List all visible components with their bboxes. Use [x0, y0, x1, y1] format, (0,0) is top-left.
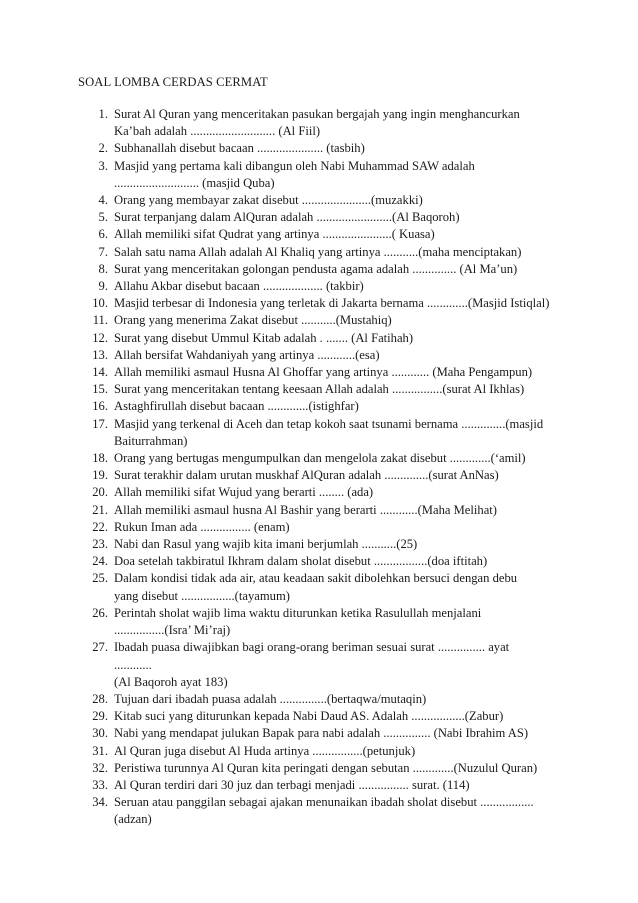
question-line: Masjid terbesar di Indonesia yang terletak di Jakarta bernama .............(Masjid Istiqlal)	[114, 296, 550, 311]
question-text	[114, 725, 600, 742]
question-text	[114, 691, 600, 708]
question-text	[114, 536, 600, 553]
question-item	[80, 381, 600, 398]
question-number: 6.	[98, 227, 108, 242]
question-line: Allah bersifat Wahdaniyah yang artinya ............(esa)	[114, 347, 380, 362]
question-number: 29.	[92, 709, 108, 724]
question-item	[80, 639, 600, 691]
question-line: Orang yang membayar zakat disebut ......................(muzakki)	[114, 193, 423, 208]
question-item	[80, 278, 600, 295]
question-line: Masjid yang terkenal di Aceh dan tetap kokoh saat tsunami bernama ..............(masjid	[114, 416, 544, 431]
question-text	[114, 553, 600, 570]
question-line: Peristiwa turunnya Al Quran kita peringati dengan sebutan .............(Nuzulul Quran)	[114, 760, 538, 775]
question-number: 12.	[92, 330, 108, 345]
question-text	[114, 639, 600, 691]
question-text	[114, 760, 600, 777]
question-item	[80, 760, 600, 777]
question-item	[80, 295, 600, 312]
question-item	[80, 416, 600, 450]
question-item	[80, 450, 600, 467]
question-text	[114, 278, 600, 295]
question-text	[114, 502, 600, 519]
question-number: 27.	[92, 640, 108, 655]
question-line: (adzan)	[114, 812, 152, 827]
question-number: 25.	[92, 571, 108, 586]
question-item	[80, 553, 600, 570]
question-text	[114, 743, 600, 760]
question-line: Al Quran juga disebut Al Huda artinya ................(petunjuk)	[114, 743, 416, 758]
question-item	[80, 502, 600, 519]
question-item	[80, 605, 600, 639]
question-line: Allahu Akbar disebut bacaan ................... (takbir)	[114, 279, 364, 294]
question-text	[114, 295, 600, 312]
question-text	[114, 209, 600, 226]
question-item	[80, 347, 600, 364]
question-line: ........................... (masjid Quba)	[114, 175, 275, 190]
question-line: Nabi dan Rasul yang wajib kita imani berjumlah ...........(25)	[114, 537, 418, 552]
question-item	[80, 570, 600, 604]
question-item	[80, 794, 600, 828]
question-line: Surat yang menceritakan tentang keesaan Allah adalah ................(surat Al Ikhlas)	[114, 382, 525, 397]
question-number: 1.	[98, 107, 108, 121]
question-item	[80, 312, 600, 329]
question-number: 11.	[92, 313, 108, 328]
question-item	[80, 484, 600, 501]
question-text	[114, 605, 600, 639]
question-number: 22.	[92, 519, 108, 534]
question-number: 34.	[92, 795, 108, 810]
question-text	[114, 381, 600, 398]
question-line: Astaghfirullah disebut bacaan .............(istighfar)	[114, 399, 359, 414]
question-line: Ibadah puasa diwajibkan bagi orang-orang beriman sesuai surat ............... ayat	[114, 640, 510, 655]
question-number: 31.	[92, 743, 108, 758]
question-text	[114, 398, 600, 415]
question-text	[114, 708, 600, 725]
question-item	[80, 743, 600, 760]
question-text	[114, 484, 600, 501]
question-text	[114, 467, 600, 484]
question-line: Surat Al Quran yang menceritakan pasukan bergajah yang ingin menghancurkan	[114, 107, 520, 121]
question-text	[114, 519, 600, 536]
question-line: Orang yang menerima Zakat disebut ...........(Mustahiq)	[114, 313, 392, 328]
question-text	[114, 106, 600, 140]
question-line: Allah memiliki sifat Qudrat yang artinya ......................( Kuasa)	[114, 227, 435, 242]
question-text	[114, 261, 600, 278]
question-number: 9.	[98, 279, 108, 294]
question-line: Surat yang disebut Ummul Kitab adalah . ....... (Al Fatihah)	[114, 330, 414, 345]
question-item	[80, 725, 600, 742]
question-line: Doa setelah takbiratul Ikhram dalam sholat disebut .................(doa iftitah)	[114, 554, 488, 569]
question-number: 33.	[92, 777, 108, 792]
question-text	[114, 416, 600, 450]
question-item	[80, 398, 600, 415]
question-text	[114, 192, 600, 209]
question-number: 10.	[92, 296, 108, 311]
question-text	[114, 158, 600, 192]
question-line: (Al Baqoroh ayat 183)	[114, 674, 228, 689]
question-text	[114, 794, 600, 828]
question-item	[80, 192, 600, 209]
question-line: Subhanallah disebut bacaan ..................... (tasbih)	[114, 141, 365, 156]
question-line: Al Quran terdiri dari 30 juz dan terbagi menjadi ................ surat. (114)	[114, 777, 470, 792]
question-line: Perintah sholat wajib lima waktu diturunkan ketika Rasulullah menjalani	[114, 605, 482, 620]
question-item	[80, 691, 600, 708]
question-number: 18.	[92, 451, 108, 466]
question-line: Surat terakhir dalam urutan muskhaf AlQuran adalah ..............(surat AnNas)	[114, 468, 499, 483]
question-item	[80, 467, 600, 484]
question-item	[80, 226, 600, 243]
question-line: Masjid yang pertama kali dibangun oleh Nabi Muhammad SAW adalah	[114, 158, 475, 173]
document-title: SOAL LOMBA CERDAS CERMAT	[78, 75, 268, 89]
question-number: 32.	[92, 760, 108, 775]
question-text	[114, 347, 600, 364]
question-text	[114, 330, 600, 347]
question-number: 30.	[92, 726, 108, 741]
question-list	[80, 106, 600, 829]
question-text	[114, 244, 600, 261]
question-line: Allah memiliki asmaul Husna Al Ghoffar yang artinya ............ (Maha Pengampun)	[114, 365, 533, 380]
question-number: 24.	[92, 554, 108, 569]
question-number: 8.	[98, 261, 108, 276]
question-number: 15.	[92, 382, 108, 397]
question-text	[114, 777, 600, 794]
question-line: Seruan atau panggilan sebagai ajakan menunaikan ibadah sholat disebut .................	[114, 795, 534, 810]
question-number: 4.	[98, 193, 108, 208]
question-item	[80, 140, 600, 157]
question-number: 7.	[98, 244, 108, 259]
question-number: 19.	[92, 468, 108, 483]
question-line: Surat terpanjang dalam AlQuran adalah ........................(Al Baqoroh)	[114, 210, 460, 225]
question-number: 21.	[92, 502, 108, 517]
question-number: 5.	[98, 210, 108, 225]
question-number: 14.	[92, 365, 108, 380]
question-item	[80, 209, 600, 226]
question-text	[114, 570, 600, 604]
question-number: 23.	[92, 537, 108, 552]
question-line: ................(Isra’ Mi’raj)	[114, 623, 231, 638]
question-line: Salah satu nama Allah adalah Al Khaliq yang artinya ...........(maha menciptakan)	[114, 244, 522, 259]
question-number: 26.	[92, 605, 108, 620]
question-number: 20.	[92, 485, 108, 500]
question-item	[80, 261, 600, 278]
question-line: Nabi yang mendapat julukan Bapak para nabi adalah ............... (Nabi Ibrahim AS)	[114, 726, 529, 741]
question-number: 17.	[92, 416, 108, 431]
question-number: 28.	[92, 691, 108, 706]
question-line: Orang yang bertugas mengumpulkan dan mengelola zakat disebut .............(‘amil)	[114, 451, 526, 466]
question-item	[80, 364, 600, 381]
question-item	[80, 777, 600, 794]
question-text	[114, 140, 600, 157]
question-item	[80, 106, 600, 140]
question-line: Surat yang menceritakan golongan pendusta agama adalah .............. (Al Ma’un)	[114, 261, 518, 276]
question-line: Baiturrahman)	[114, 433, 188, 448]
question-text	[114, 312, 600, 329]
question-line: Ka’bah adalah ........................... (Al Fiil)	[114, 124, 321, 139]
question-line: Rukun Iman ada ................ (enam)	[114, 519, 290, 534]
question-number: 16.	[92, 399, 108, 414]
question-text	[114, 364, 600, 381]
question-item	[80, 158, 600, 192]
question-number: 2.	[98, 141, 108, 156]
question-item	[80, 244, 600, 261]
question-line: ............	[114, 657, 152, 672]
question-line: Allah memiliki sifat Wujud yang berarti ........ (ada)	[114, 485, 374, 500]
question-line: Tujuan dari ibadah puasa adalah ...............(bertaqwa/mutaqin)	[114, 691, 427, 706]
question-number: 13.	[92, 347, 108, 362]
question-line: yang disebut .................(tayamum)	[114, 588, 290, 603]
question-number: 3.	[98, 158, 108, 173]
question-item	[80, 536, 600, 553]
question-item	[80, 519, 600, 536]
question-item	[80, 708, 600, 725]
question-item	[80, 330, 600, 347]
question-line: Kitab suci yang diturunkan kepada Nabi Daud AS. Adalah .................(Zabur)	[114, 709, 504, 724]
question-text	[114, 450, 600, 467]
question-line: Dalam kondisi tidak ada air, atau keadaan sakit dibolehkan bersuci dengan debu	[114, 571, 518, 586]
question-line: Allah memiliki asmaul husna Al Bashir yang berarti ............(Maha Melihat)	[114, 502, 497, 517]
question-text	[114, 226, 600, 243]
